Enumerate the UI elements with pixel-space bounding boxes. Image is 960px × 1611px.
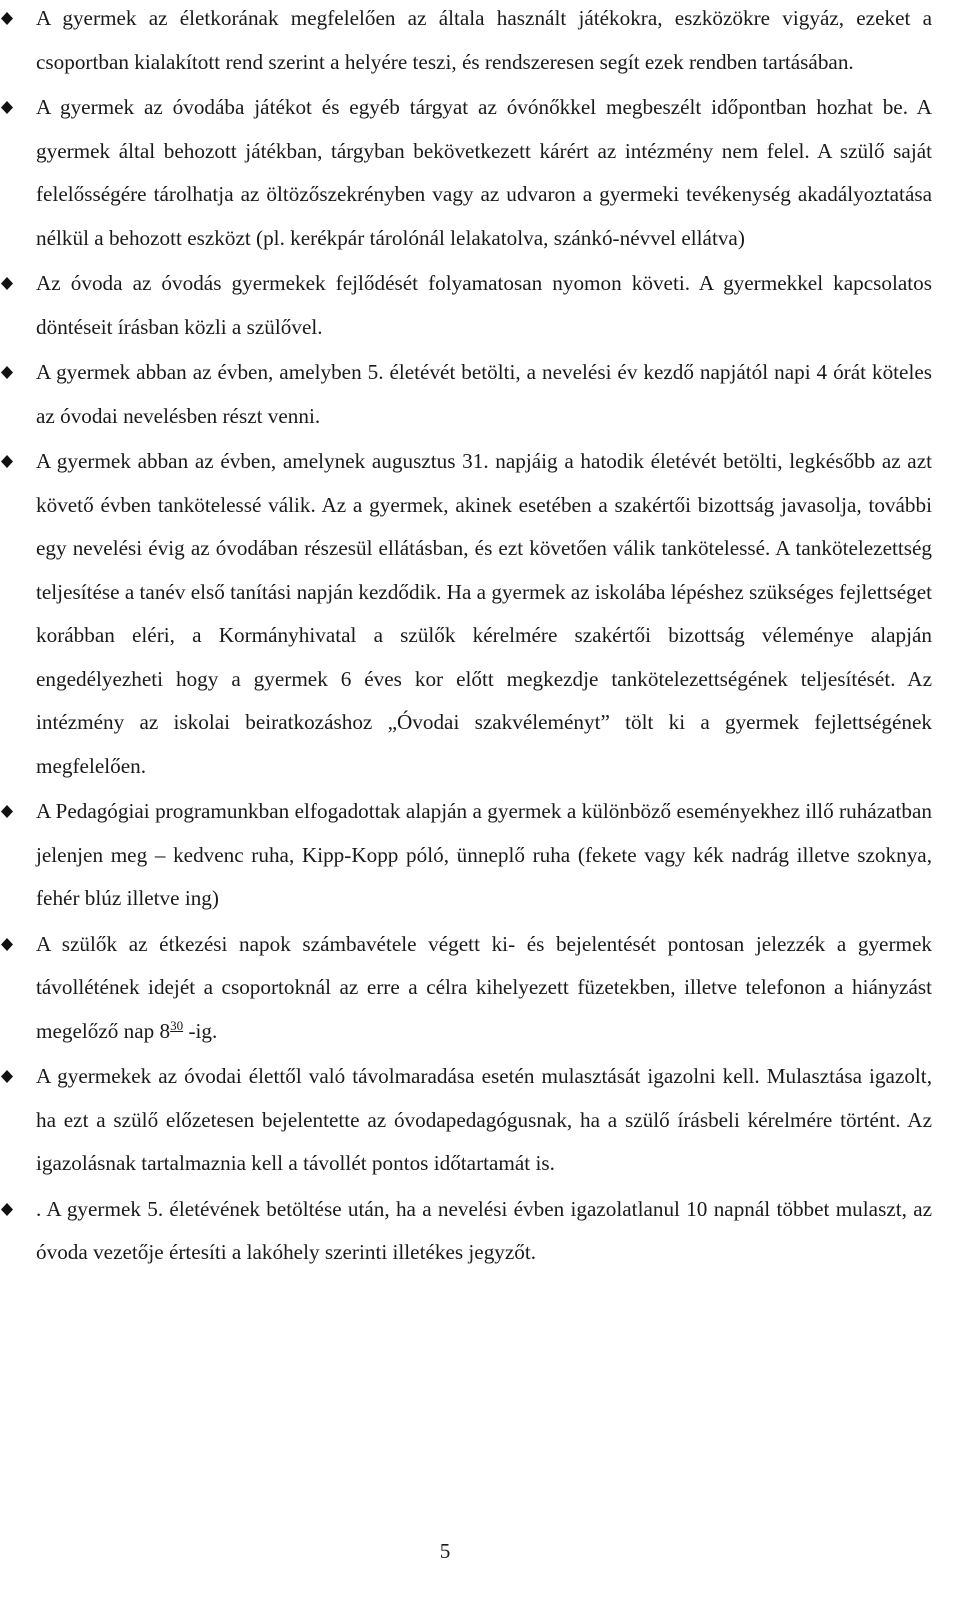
list-item-text-tail: -ig. bbox=[183, 1018, 218, 1043]
list-item-text: A Pedagógiai programunkban elfogadottak alapján a gyermek a különböző eseményekhez illő ruházatban jelenjen meg – kedvenc ruha, Kipp-Kopp póló, ünneplő ruha (fekete vagy kék nadrág illetve szoknya, fehér blúz illetve ing) bbox=[36, 799, 932, 910]
diamond-bullet-icon bbox=[0, 790, 14, 834]
list-item bbox=[36, 86, 932, 260]
diamond-bullet-icon bbox=[0, 262, 14, 306]
time-superscript: 30 bbox=[170, 1017, 184, 1033]
page-number: 5 bbox=[439, 1539, 451, 1563]
diamond-bullet-icon bbox=[0, 1188, 14, 1232]
diamond-bullet-icon bbox=[0, 923, 14, 967]
list-item-text: . A gyermek 5. életévének betöltése után, ha a nevelési évben igazolatlanul 10 napnál többet mulaszt, az óvoda vezetője értesíti a lakóhely szerinti illetékes jegyzőt. bbox=[36, 1196, 932, 1264]
list-item bbox=[36, 351, 932, 438]
list-item-text: A gyermek abban az évben, amelyben 5. életévét betölti, a nevelési év kezdő napjától napi 4 órát köteles az óvodai nevelésben részt venni. bbox=[36, 360, 932, 428]
list-item bbox=[36, 262, 932, 349]
list-item bbox=[36, 0, 932, 84]
list-item-text: A gyermek abban az évben, amelynek augusztus 31. napjáig a hatodik életévét betölti, legkésőbb az azt követő évben tankötelessé válik. Az a gyermek, akinek esetében a szakértői bizottság javasolja, további egy nevelési évig az óvodában részesül ellátásban, és ezt követően válik tankötelessé. A tankötelezettség teljesítése a tanév első tanítási napján kezdődik. Ha a gyermek az iskolába lépéshez szükséges fejlettséget korábban eléri, a Kormányhivatal a szülők kérelmére szakértői bizottság véleménye alapján engedélyezheti hogy a gyermek 6 éves kor előtt megkezdje tankötelezettségének teljesítését. Az intézmény az iskolai beiratkozáshoz „Óvodai szakvéleményt” tölt ki a gyermek fejlettségének megfelelően. bbox=[36, 449, 932, 778]
diamond-bullet-icon bbox=[0, 351, 14, 395]
list-item-text: Az óvoda az óvodás gyermekek fejlődését folyamatosan nyomon követi. A gyermekkel kapcsolatos döntéseit írásban közli a szülővel. bbox=[36, 271, 932, 339]
diamond-bullet-icon bbox=[0, 0, 14, 41]
list-item bbox=[36, 923, 932, 1054]
list-item-text: A gyermek az életkorának megfelelően az általa használt játékokra, eszközökre vigyáz, ezeket a csoportban kialakított rend szerint a helyére teszi, és rendszeresen segít ezek rendben tartásában. bbox=[36, 6, 932, 74]
list-item bbox=[36, 440, 932, 788]
list-item bbox=[36, 790, 932, 921]
list-item bbox=[36, 1188, 932, 1275]
rules-list bbox=[36, 0, 932, 1277]
list-item-text: A gyermek az óvodába játékot és egyéb tárgyat az óvónőkkel megbeszélt időpontban hozhat be. A gyermek által behozott játékban, tárgyban bekövetkezett kárért az intézmény nem felel. A szülő saját felelősségére tárolhatja az öltözőszekrényben vagy az udvaron a gyermeki tevékenység akadályoztatása nélkül a behozott eszközt (pl. kerékpár tárolónál lelakatolva, szánkó-névvel ellátva) bbox=[36, 95, 932, 250]
diamond-bullet-icon bbox=[0, 440, 14, 484]
list-item-text bbox=[36, 923, 932, 1054]
diamond-bullet-icon bbox=[0, 86, 14, 130]
list-item bbox=[36, 1055, 932, 1186]
list-item-text-main: A szülők az étkezési napok számbavétele végett ki- és bejelentését pontosan jelezzék a gyermek távollétének idejét a csoportoknál az erre a célra kihelyezett füzetekben, illetve telefonon a hiányzást megelőző nap 8 bbox=[36, 931, 932, 1043]
list-item-text: A gyermekek az óvodai élettől való távolmaradása esetén mulasztását igazolni kell. Mulasztása igazolt, ha ezt a szülő előzetesen bejelentette az óvodapedagógusnak, ha a szülő írásbeli kérelmére történt. Az igazolásnak tartalmaznia kell a távollét pontos időtartamát is. bbox=[36, 1064, 932, 1175]
diamond-bullet-icon bbox=[0, 1055, 14, 1099]
